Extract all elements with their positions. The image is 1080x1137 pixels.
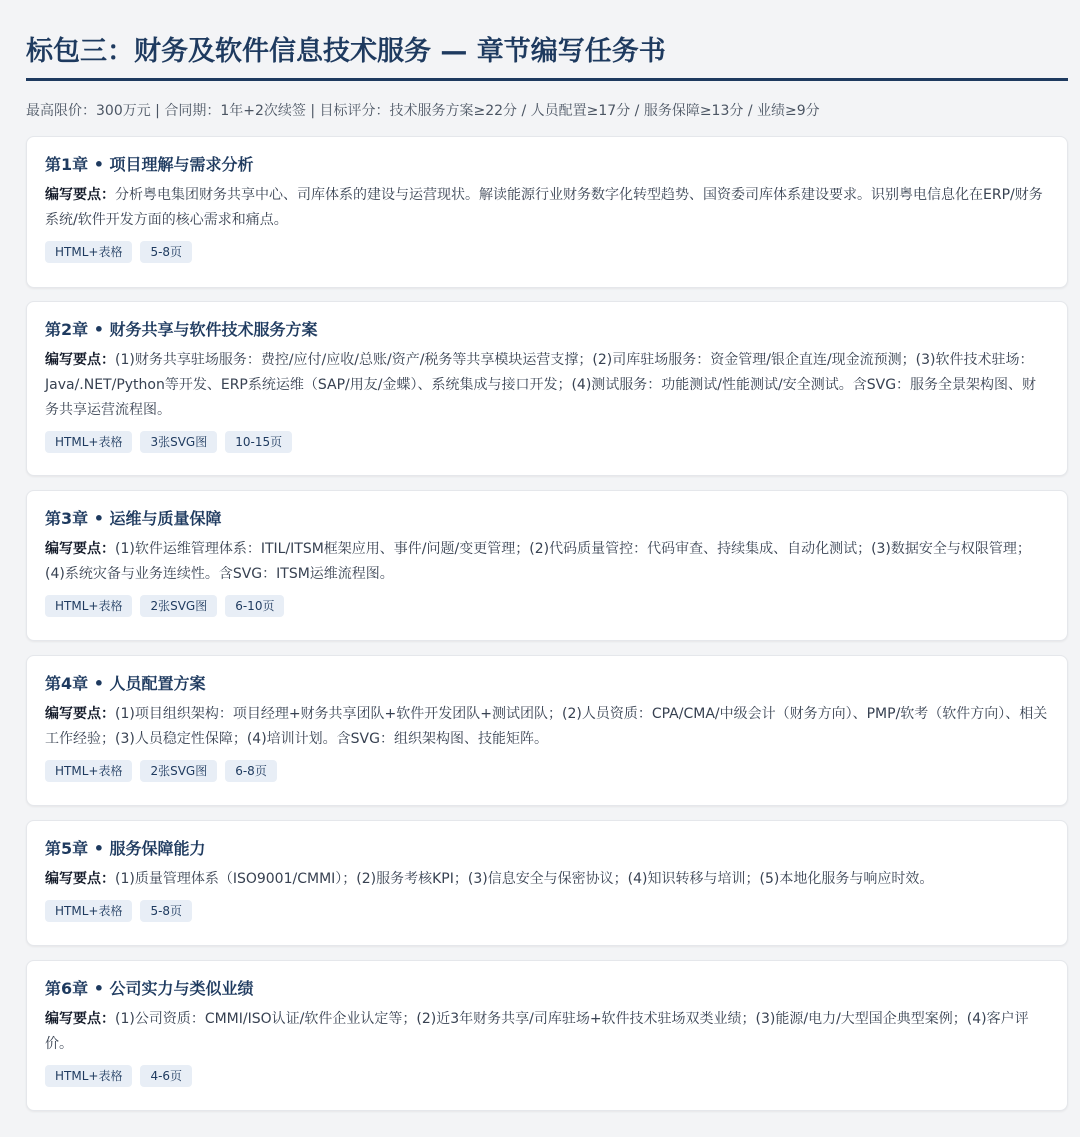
tag-list: [45, 241, 1049, 263]
diagram-tag: 2张SVG图: [140, 595, 217, 617]
points-label: 编写要点：: [45, 541, 115, 557]
points-label: 编写要点：: [45, 352, 115, 368]
format-tag: HTML+表格: [45, 1065, 132, 1087]
page-title: 标包三：财务及软件信息技术服务 — 章节编写任务书: [26, 36, 666, 67]
chapter-points: (1)软件运维管理体系：ITIL/ITSM框架应用、事件/问题/变更管理；(2)代码质量管控：代码审查、持续集成、自动化测试；(3)数据安全与权限管理；(4)系统灾备与业务连续性。含SVG：ITSM运维流程图。: [45, 541, 1031, 582]
project-summary: 最高限价：300万元 | 合同期：1年+2次续签 | 目标评分：技术服务方案≥22分 / 人员配置≥17分 / 服务保障≥13分 / 业绩≥9分: [26, 103, 820, 119]
chapter-title: 第1章 • 项目理解与需求分析: [45, 155, 254, 174]
chapter-card-1: [26, 136, 1068, 288]
points-label: 编写要点：: [45, 1011, 115, 1027]
chapter-title: 第5章 • 服务保障能力: [45, 839, 206, 858]
title-divider: [26, 78, 1068, 81]
chapter-card-5: [26, 820, 1068, 946]
chapter-points: 分析粤电集团财务共享中心、司库体系的建设与运营现状。解读能源行业财务数字化转型趋势、国资委司库体系建设要求。识别粤电信息化在ERP/财务系统/软件开发方面的核心需求和痛点。: [45, 187, 1043, 228]
chapter-description: [45, 702, 1049, 752]
format-tag: HTML+表格: [45, 760, 132, 782]
page-count-tag: 5-8页: [140, 900, 192, 922]
chapter-card-6: [26, 960, 1068, 1111]
chapter-title: 第2章 • 财务共享与软件技术服务方案: [45, 320, 318, 339]
chapter-card-4: [26, 655, 1068, 806]
tag-list: [45, 1065, 1049, 1087]
chapter-card-3: [26, 490, 1068, 641]
diagram-tag: 3张SVG图: [140, 431, 217, 453]
chapter-points: (1)财务共享驻场服务：费控/应付/应收/总账/资产/税务等共享模块运营支撑；(2)司库驻场服务：资金管理/银企直连/现金流预测；(3)软件技术驻场：Java/.NET/Python等开发、ERP系统运维（SAP/用友/金蝶）、系统集成与接口开发；(4)测试服务：功能测试/性能测试/安全测试。含SVG：服务全景架构图、财务共享运营流程图。: [45, 352, 1037, 418]
format-tag: HTML+表格: [45, 241, 132, 263]
chapter-description: [45, 537, 1049, 587]
page-count-tag: 6-10页: [225, 595, 284, 617]
page-count-tag: 4-6页: [140, 1065, 192, 1087]
chapter-title: 第4章 • 人员配置方案: [45, 674, 206, 693]
chapter-description: [45, 867, 1049, 892]
tag-list: [45, 431, 1049, 453]
points-label: 编写要点：: [45, 187, 115, 203]
tag-list: [45, 760, 1049, 782]
format-tag: HTML+表格: [45, 900, 132, 922]
points-label: 编写要点：: [45, 706, 115, 722]
page-count-tag: 10-15页: [225, 431, 292, 453]
chapter-card-2: [26, 301, 1068, 476]
diagram-tag: 2张SVG图: [140, 760, 217, 782]
page-count-tag: 5-8页: [140, 241, 192, 263]
chapter-points: (1)项目组织架构：项目经理+财务共享团队+软件开发团队+测试团队；(2)人员资质：CPA/CMA/中级会计（财务方向）、PMP/软考（软件方向）、相关工作经验；(3)人员稳定性保障；(4)培训计划。含SVG：组织架构图、技能矩阵。: [45, 706, 1048, 747]
format-tag: HTML+表格: [45, 595, 132, 617]
chapter-title: 第6章 • 公司实力与类似业绩: [45, 979, 254, 998]
points-label: 编写要点：: [45, 871, 115, 887]
chapter-points: (1)公司资质：CMMI/ISO认证/软件企业认定等；(2)近3年财务共享/司库驻场+软件技术驻场双类业绩；(3)能源/电力/大型国企典型案例；(4)客户评价。: [45, 1011, 1029, 1052]
chapter-points: (1)质量管理体系（ISO9001/CMMI）；(2)服务考核KPI；(3)信息安全与保密协议；(4)知识转移与培训；(5)本地化服务与响应时效。: [115, 871, 934, 887]
chapter-description: [45, 1007, 1049, 1057]
tag-list: [45, 595, 1049, 617]
chapter-description: [45, 348, 1049, 423]
format-tag: HTML+表格: [45, 431, 132, 453]
chapter-title: 第3章 • 运维与质量保障: [45, 509, 222, 528]
tag-list: [45, 900, 1049, 922]
chapter-description: [45, 183, 1049, 233]
page-count-tag: 6-8页: [225, 760, 277, 782]
